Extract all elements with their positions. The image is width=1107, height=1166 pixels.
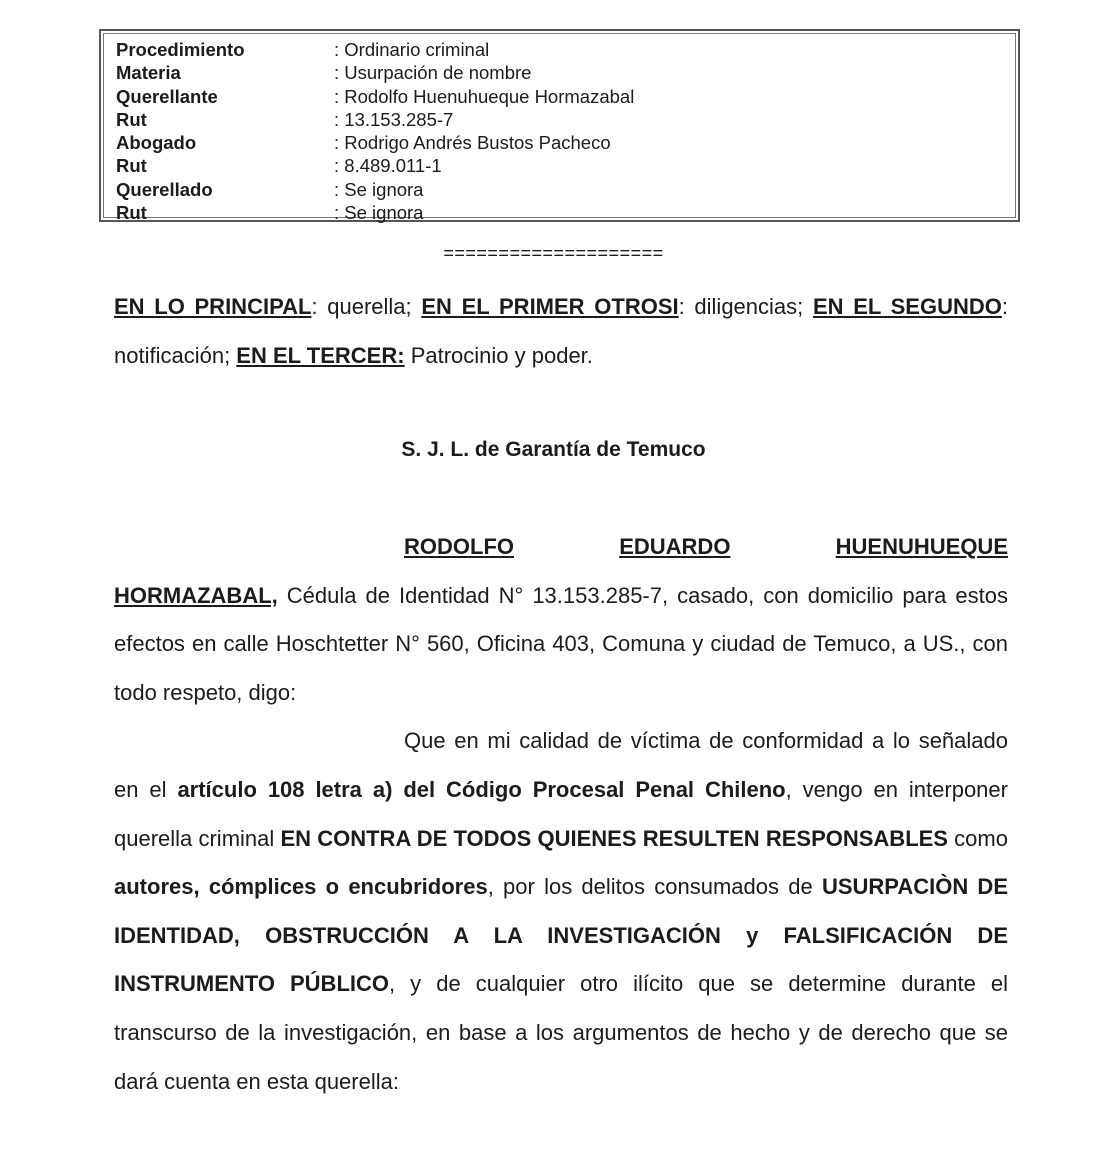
court-title: S. J. L. de Garantía de Temuco <box>401 438 706 461</box>
party-middle-name: EDUARDO <box>619 534 731 559</box>
header-row <box>116 85 1015 108</box>
header-row <box>116 108 1015 131</box>
querella-paragraph <box>114 717 1008 1106</box>
header-value: : 13.153.285-7 <box>334 108 454 130</box>
querella-bold-1: artículo 108 letra a) del Código Procesal Penal Chileno <box>177 776 786 802</box>
header-row <box>116 38 1015 61</box>
header-label: Rut <box>116 155 147 177</box>
header-label: Rut <box>116 108 147 130</box>
header-value: : Usurpación de nombre <box>334 62 532 84</box>
party-first-name: RODOLFO <box>404 534 514 559</box>
header-label: Rut <box>116 202 147 224</box>
sumilla-segundo-text: : notificación; <box>114 294 1008 368</box>
header-row <box>116 154 1015 177</box>
querella-bold-2: EN CONTRA DE TODOS QUIENES RESULTEN RESPONSABLES <box>280 825 948 851</box>
sumilla-principal-text: : querella; <box>311 294 422 319</box>
header-label: Abogado <box>116 132 197 154</box>
header-row <box>116 131 1015 154</box>
querella-text-5: , y de cualquier otro ilícito que se determine durante el transcurso de la investigación, en base a los argumentos de hecho y de derecho que se dará cuenta en esta querella: <box>114 971 1008 1094</box>
header-row <box>116 61 1015 84</box>
header-value: : Rodolfo Huenuhueque Hormazabal <box>334 85 635 107</box>
party-details: Cédula de Identidad N° 13.153.285-7, casado, con domicilio para estos efectos en calle Hoschtetter N° 560, Oficina 403, Comuna y ciudad de Temuco, a US., con todo respeto, digo: <box>114 582 1008 705</box>
header-label: Procedimiento <box>116 39 245 60</box>
header-label: Querellado <box>116 178 213 200</box>
petition-body <box>114 523 1008 1106</box>
header-row <box>116 178 1015 201</box>
case-header-inner <box>103 33 1016 224</box>
sumilla-primer-label: EN EL PRIMER OTROSI <box>421 294 679 319</box>
header-value: : 8.489.011-1 <box>334 155 442 177</box>
querella-text-2: , vengo en interponer querella criminal <box>114 776 1008 851</box>
sumilla-tercer-text: Patrocinio y poder. <box>404 343 593 368</box>
party-name-line <box>114 523 1008 572</box>
header-row <box>116 201 1015 224</box>
sumilla-paragraph <box>114 282 1008 380</box>
case-header-box <box>99 29 1020 222</box>
party-paragraph <box>114 572 1008 718</box>
sumilla-principal-label: EN LO PRINCIPAL <box>114 294 312 319</box>
header-value: : Se ignora <box>334 178 424 200</box>
header-label: Materia <box>116 62 181 84</box>
sumilla-primer-text: : diligencias; <box>678 294 813 319</box>
party-last-name: HUENUHUEQUE <box>835 534 1008 559</box>
header-value: : Ordinario criminal <box>334 39 490 60</box>
party-surname: HORMAZABAL, <box>114 582 278 608</box>
querella-bold-4: USURPACIÒN DE IDENTIDAD, OBSTRUCCIÓN A LA INVESTIGACIÓN y FALSIFICACIÓN DE INSTRUMENTO PÚBLICO <box>114 874 1008 997</box>
sumilla-segundo-label: EN EL SEGUNDO <box>812 294 1002 319</box>
querella-text-4: , por los delitos consumados de <box>487 874 822 900</box>
separator-line: ==================== <box>443 243 664 263</box>
querella-bold-3: autores, cómplices o encubridores <box>114 874 488 900</box>
querella-text-3: como <box>947 825 1008 851</box>
header-value: : Se ignora <box>334 202 424 224</box>
header-label: Querellante <box>116 85 218 107</box>
sumilla-tercer-label: EN EL TERCER: <box>236 343 405 368</box>
querella-text-1: Que en mi calidad de víctima de conformidad a lo señalado en el <box>114 728 1008 802</box>
header-value: : Rodrigo Andrés Bustos Pacheco <box>334 132 611 154</box>
